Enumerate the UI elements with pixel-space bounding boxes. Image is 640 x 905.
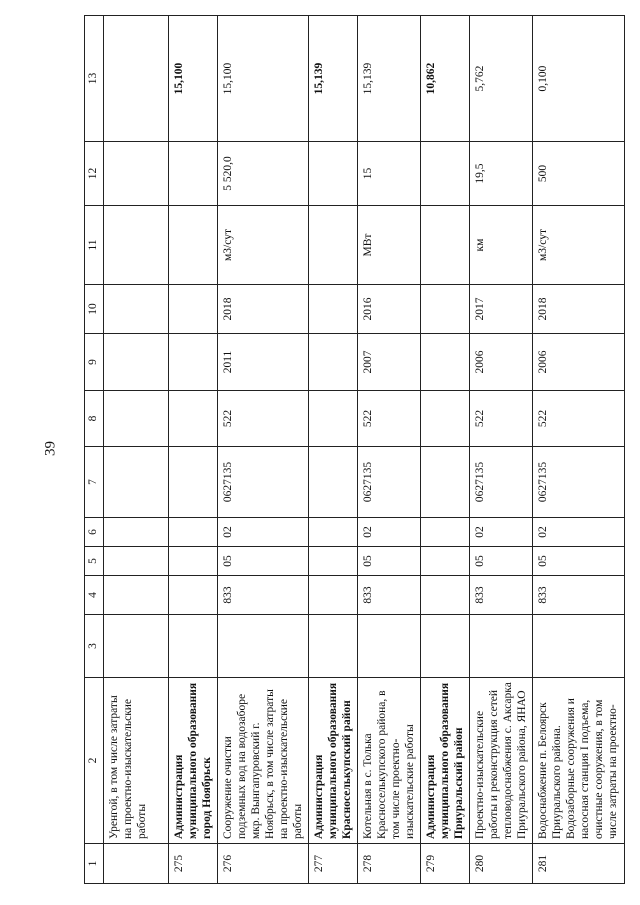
header-cell: 4 xyxy=(85,576,104,615)
cell xyxy=(104,518,169,547)
cell: 2011 xyxy=(218,334,309,391)
cell xyxy=(421,547,470,576)
header-cell: 5 xyxy=(85,547,104,576)
cell: 15 xyxy=(358,142,421,206)
cell xyxy=(533,615,625,678)
cell xyxy=(169,285,218,334)
item-name: Сооружение очистки подземных вод на водозаборе мкр. Вынгапуровский г. Ноябрьск, в том числе затраты на проектно-изыскательские работы xyxy=(218,678,309,844)
cell: км xyxy=(470,206,533,285)
cell xyxy=(104,285,169,334)
cell: 522 xyxy=(470,391,533,447)
item-name: Водоснабжение п. Белоярск Приуральского района. Водозаборные сооружения и насосная станция I подъема, очистные сооружения, в том числе затраты на проектно- xyxy=(533,678,625,844)
cell: 833 xyxy=(218,576,309,615)
cell xyxy=(421,518,470,547)
row-number: 276 xyxy=(218,844,309,884)
cell xyxy=(104,615,169,678)
table-row xyxy=(358,16,421,884)
table-row xyxy=(169,16,218,884)
table-row xyxy=(533,16,625,884)
cell: 05 xyxy=(358,547,421,576)
cell: МВт xyxy=(358,206,421,285)
cell: 2007 xyxy=(358,334,421,391)
cell xyxy=(421,285,470,334)
header-cell: 11 xyxy=(85,206,104,285)
row-number: 280 xyxy=(470,844,533,884)
cell xyxy=(309,615,358,678)
cell xyxy=(421,615,470,678)
row-number: 279 xyxy=(421,844,470,884)
cell xyxy=(421,576,470,615)
header-cell: 1 xyxy=(85,844,104,884)
cell xyxy=(421,334,470,391)
cell: 5 520,0 xyxy=(218,142,309,206)
cell: м3/сут xyxy=(218,206,309,285)
cell: 2017 xyxy=(470,285,533,334)
cell: 05 xyxy=(533,547,625,576)
cell xyxy=(169,518,218,547)
header-cell: 7 xyxy=(85,447,104,518)
cell xyxy=(309,576,358,615)
cell: 833 xyxy=(470,576,533,615)
item-name: Проектно-изыскательские работы и реконструкция сетей тепловодоснабжения с. Аксарка Приуральского района, ЯНАО xyxy=(470,678,533,844)
cell: м3/сут xyxy=(533,206,625,285)
cell xyxy=(309,142,358,206)
cell: 02 xyxy=(470,518,533,547)
budget-table xyxy=(84,15,625,884)
cell: 500 xyxy=(533,142,625,206)
amount-cell: 10,862 xyxy=(421,16,470,142)
amount-cell: 15,139 xyxy=(358,16,421,142)
cell: 2018 xyxy=(218,285,309,334)
cell xyxy=(169,615,218,678)
cell xyxy=(309,334,358,391)
cell: 2016 xyxy=(358,285,421,334)
cell: 05 xyxy=(218,547,309,576)
item-name: Уренгой, в том числе затраты на проектно-изыскательские работы xyxy=(104,678,169,844)
cell xyxy=(104,391,169,447)
row-number xyxy=(104,844,169,884)
cell xyxy=(421,391,470,447)
header-row xyxy=(85,16,104,884)
cell xyxy=(104,547,169,576)
table-row xyxy=(309,16,358,884)
cell: 19,5 xyxy=(470,142,533,206)
table-row xyxy=(470,16,533,884)
cell: 02 xyxy=(358,518,421,547)
cell xyxy=(169,447,218,518)
cell xyxy=(104,334,169,391)
header-cell: 2 xyxy=(85,678,104,844)
item-name: Администрация муниципального образования Приуральский район xyxy=(421,678,470,844)
item-name: Администрация муниципального образования Красноселькупский район xyxy=(309,678,358,844)
cell xyxy=(218,615,309,678)
cell xyxy=(309,206,358,285)
cell xyxy=(421,447,470,518)
cell xyxy=(309,391,358,447)
cell xyxy=(104,206,169,285)
rotated-table-area xyxy=(84,16,619,884)
cell xyxy=(169,547,218,576)
cell xyxy=(169,391,218,447)
cell: 522 xyxy=(533,391,625,447)
cell xyxy=(309,518,358,547)
amount-cell xyxy=(104,16,169,142)
cell xyxy=(309,447,358,518)
cell xyxy=(104,142,169,206)
cell: 2006 xyxy=(470,334,533,391)
cell xyxy=(169,142,218,206)
amount-cell: 15,100 xyxy=(218,16,309,142)
cell xyxy=(104,447,169,518)
cell: 0627135 xyxy=(533,447,625,518)
cell: 833 xyxy=(533,576,625,615)
cell: 0627135 xyxy=(358,447,421,518)
row-number: 281 xyxy=(533,844,625,884)
cell xyxy=(169,206,218,285)
cell: 0627135 xyxy=(218,447,309,518)
cell xyxy=(421,142,470,206)
cell: 02 xyxy=(533,518,625,547)
cell: 522 xyxy=(358,391,421,447)
cell xyxy=(470,615,533,678)
table-row xyxy=(218,16,309,884)
cell: 833 xyxy=(358,576,421,615)
cell: 522 xyxy=(218,391,309,447)
table-row xyxy=(104,16,169,884)
amount-cell: 0,100 xyxy=(533,16,625,142)
cell: 0627135 xyxy=(470,447,533,518)
header-cell: 3 xyxy=(85,615,104,678)
header-cell: 9 xyxy=(85,334,104,391)
cell xyxy=(421,206,470,285)
cell xyxy=(169,576,218,615)
row-number: 278 xyxy=(358,844,421,884)
cell: 02 xyxy=(218,518,309,547)
header-cell: 13 xyxy=(85,16,104,142)
amount-cell: 5,762 xyxy=(470,16,533,142)
amount-cell: 15,100 xyxy=(169,16,218,142)
cell xyxy=(104,576,169,615)
header-cell: 6 xyxy=(85,518,104,547)
item-name: Администрация муниципального образования город Ноябрьск xyxy=(169,678,218,844)
cell xyxy=(309,285,358,334)
cell xyxy=(169,334,218,391)
header-cell: 12 xyxy=(85,142,104,206)
cell xyxy=(358,615,421,678)
header-cell: 10 xyxy=(85,285,104,334)
header-cell: 8 xyxy=(85,391,104,447)
rotated-table-frame xyxy=(84,16,619,884)
cell: 05 xyxy=(470,547,533,576)
row-number: 277 xyxy=(309,844,358,884)
page-number: 39 xyxy=(42,441,59,456)
cell: 2006 xyxy=(533,334,625,391)
row-number: 275 xyxy=(169,844,218,884)
amount-cell: 15,139 xyxy=(309,16,358,142)
cell: 2018 xyxy=(533,285,625,334)
table-row xyxy=(421,16,470,884)
cell xyxy=(309,547,358,576)
item-name: Котельная в с. Толька Красноселькупского района, в том числе проектно-изыскательские работы xyxy=(358,678,421,844)
